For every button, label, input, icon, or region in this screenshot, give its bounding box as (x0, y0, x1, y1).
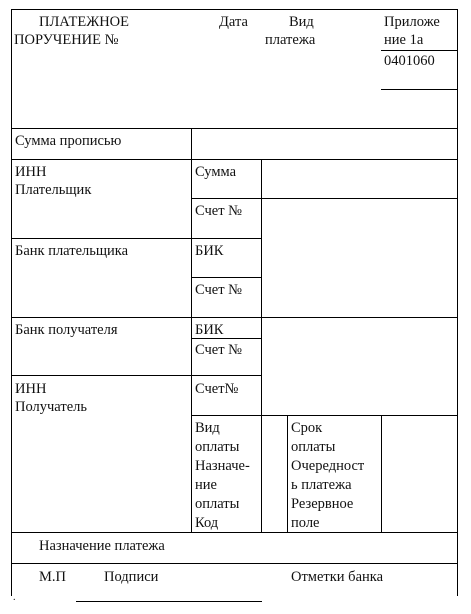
payment-type-label-line2: платежа (265, 32, 316, 48)
row-line-1 (11, 128, 458, 129)
frame-right-line (457, 9, 458, 596)
form-title-line1: ПЛАТЕЖНОЕ (39, 14, 130, 30)
row-line-5 (11, 375, 262, 376)
form-code-top-line (381, 50, 458, 51)
bank-marks-label: Отметки банка (291, 569, 384, 585)
form-title-line2: ПОРУЧЕНИЕ № (14, 32, 119, 48)
payer-bank-label: Банк плательщика (15, 243, 129, 259)
payment-detail-left-line: Назначе- (195, 458, 250, 474)
payment-purpose-label: Назначение платежа (39, 538, 165, 554)
payee-account-label: Счет№ (195, 381, 239, 397)
row-line-2 (11, 159, 458, 160)
payee-inn-label: ИНН (15, 381, 47, 397)
stamp-label: М.П (39, 569, 66, 585)
payment-detail-left-line: Код (195, 515, 219, 531)
payment-detail-left-line: Вид (195, 420, 220, 436)
row-line-3 (11, 238, 262, 239)
payment-detail-left-line: оплаты (195, 496, 240, 512)
payer-account-label: Счет № (195, 203, 243, 219)
payment-detail-right-line: оплаты (291, 439, 336, 455)
row-line-8 (11, 563, 458, 564)
signature-line (76, 601, 262, 602)
form-code: 0401060 (384, 53, 435, 69)
col-line-b (261, 159, 262, 533)
payer-bank-bik-label: БИК (195, 243, 224, 259)
payment-detail-left-line: ние (195, 477, 217, 493)
payer-bank-account-label: Счет № (195, 282, 243, 298)
row-line-bik1 (191, 277, 262, 278)
col-line-c (287, 415, 288, 533)
payment-type-label-line1: Вид (289, 14, 314, 30)
payee-bank-account-label: Счет № (195, 342, 243, 358)
payment-detail-left-line: оплаты (195, 439, 240, 455)
amount-in-words-label: Сумма прописью (15, 133, 122, 149)
payer-label: Плательщик (15, 182, 92, 198)
payment-detail-right-line: Очередност (291, 458, 365, 474)
dot-mark: . (13, 592, 16, 603)
frame-left-line (11, 9, 12, 596)
row-line-6 (191, 415, 458, 416)
appendix-label-line1: Приложе (384, 14, 440, 30)
payment-detail-right-line: Резервное (291, 496, 354, 512)
frame-top-line (11, 9, 458, 10)
appendix-label-line2: ние 1а (384, 32, 424, 48)
date-label: Дата (219, 14, 248, 30)
payment-detail-right-line: Срок (291, 420, 323, 436)
payee-bank-label: Банк получателя (15, 322, 118, 338)
payer-amount-label: Сумма (195, 164, 237, 180)
payee-bank-bik-label: БИК (195, 322, 224, 338)
row-line-sum (191, 198, 458, 199)
col-line-a (191, 128, 192, 533)
row-line-7 (11, 532, 458, 533)
payment-detail-right-line: поле (291, 515, 320, 531)
payee-label: Получатель (15, 399, 87, 415)
payer-inn-label: ИНН (15, 164, 47, 180)
signatures-label: Подписи (104, 569, 159, 585)
col-line-d (381, 415, 382, 533)
form-code-bottom-line (381, 89, 458, 90)
row-line-4 (11, 317, 458, 318)
payment-detail-right-line: ь платежа (291, 477, 352, 493)
